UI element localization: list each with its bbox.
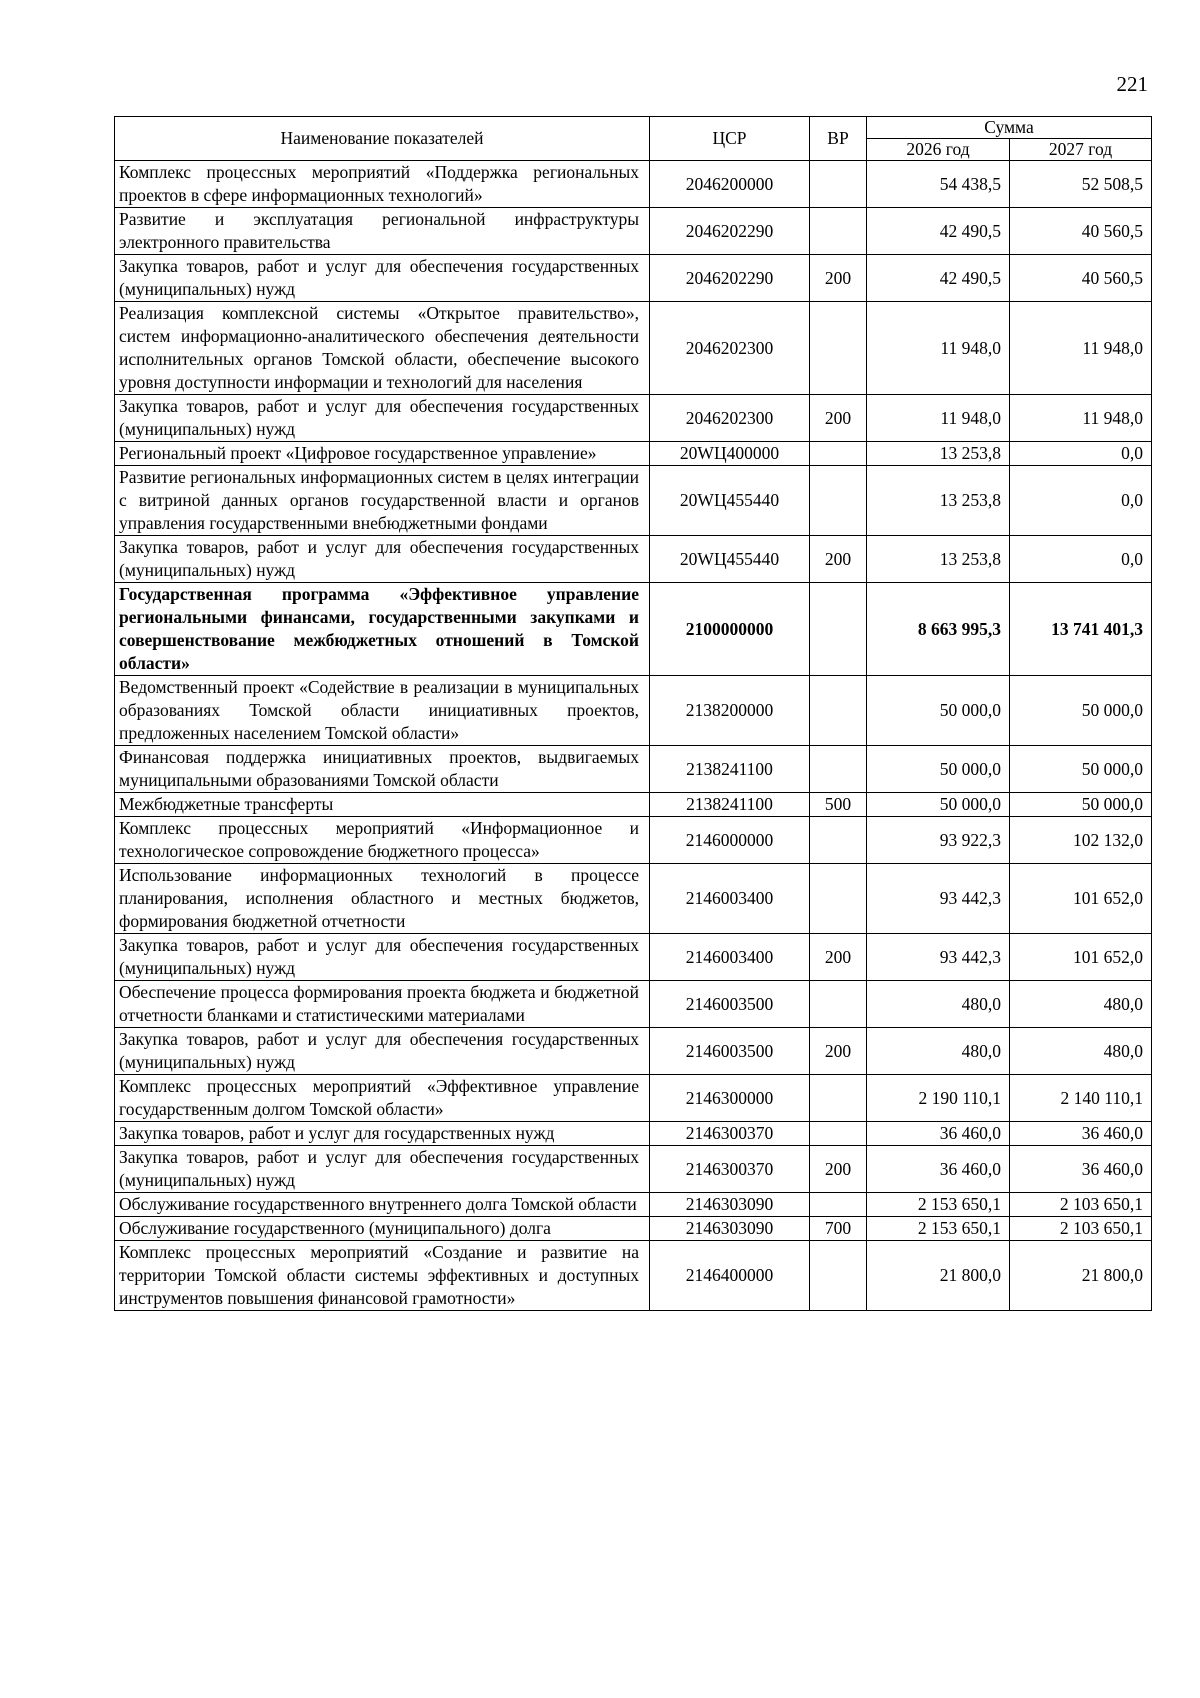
row-sum-2026: 13 253,8 bbox=[867, 536, 1010, 583]
row-sum-2027: 480,0 bbox=[1010, 1028, 1152, 1075]
row-name: Закупка товаров, работ и услуг для обеспечения государственных (муниципальных) нужд bbox=[115, 255, 650, 302]
row-name: Обеспечение процесса формирования проекта бюджета и бюджетной отчетности бланками и статистическими материалами bbox=[115, 981, 650, 1028]
row-sum-2026: 2 153 650,1 bbox=[867, 1193, 1010, 1217]
table-row bbox=[115, 1122, 1152, 1146]
row-vr: 500 bbox=[810, 793, 867, 817]
row-csr: 2100000000 bbox=[650, 583, 810, 676]
row-sum-2026: 54 438,5 bbox=[867, 161, 1010, 208]
row-vr: 200 bbox=[810, 1146, 867, 1193]
row-csr: 2146300370 bbox=[650, 1122, 810, 1146]
table-row bbox=[115, 466, 1152, 536]
row-sum-2026: 480,0 bbox=[867, 981, 1010, 1028]
row-vr bbox=[810, 676, 867, 746]
row-name: Региональный проект «Цифровое государственное управление» bbox=[115, 442, 650, 466]
row-name: Комплекс процессных мероприятий «Информационное и технологическое сопровождение бюджетного процесса» bbox=[115, 817, 650, 864]
row-vr: 200 bbox=[810, 934, 867, 981]
row-vr: 200 bbox=[810, 1028, 867, 1075]
row-name: Финансовая поддержка инициативных проектов, выдвигаемых муниципальными образованиями Томской области bbox=[115, 746, 650, 793]
row-csr: 2146000000 bbox=[650, 817, 810, 864]
row-name: Межбюджетные трансферты bbox=[115, 793, 650, 817]
row-sum-2027: 11 948,0 bbox=[1010, 395, 1152, 442]
row-csr: 2046202300 bbox=[650, 302, 810, 395]
row-name: Государственная программа «Эффективное управление региональными финансами, государственными закупками и совершенствование межбюджетных отношений в Томской области» bbox=[115, 583, 650, 676]
table-row bbox=[115, 1028, 1152, 1075]
header-year-2027: 2027 год bbox=[1010, 139, 1152, 161]
row-name: Комплекс процессных мероприятий «Создание и развитие на территории Томской области системы эффективных и доступных инструментов повышения финансовой грамотности» bbox=[115, 1241, 650, 1311]
row-name: Комплекс процессных мероприятий «Поддержка региональных проектов в сфере информационных технологий» bbox=[115, 161, 650, 208]
row-vr bbox=[810, 208, 867, 255]
row-sum-2027: 0,0 bbox=[1010, 536, 1152, 583]
row-sum-2027: 40 560,5 bbox=[1010, 255, 1152, 302]
row-sum-2026: 50 000,0 bbox=[867, 793, 1010, 817]
row-vr bbox=[810, 1241, 867, 1311]
table-row bbox=[115, 817, 1152, 864]
row-csr: 2146003400 bbox=[650, 864, 810, 934]
row-csr: 2138241100 bbox=[650, 746, 810, 793]
table-row bbox=[115, 793, 1152, 817]
budget-table bbox=[114, 116, 1152, 1311]
row-sum-2026: 8 663 995,3 bbox=[867, 583, 1010, 676]
row-vr bbox=[810, 583, 867, 676]
row-sum-2026: 93 442,3 bbox=[867, 934, 1010, 981]
row-sum-2027: 36 460,0 bbox=[1010, 1146, 1152, 1193]
row-csr: 2146400000 bbox=[650, 1241, 810, 1311]
row-sum-2026: 93 442,3 bbox=[867, 864, 1010, 934]
row-name: Развитие региональных информационных систем в целях интеграции с витриной данных органов государственной власти и органов управления государственными внебюджетными фондами bbox=[115, 466, 650, 536]
row-name: Использование информационных технологий в процессе планирования, исполнения областного и местных бюджетов, формирования бюджетной отчетности bbox=[115, 864, 650, 934]
row-sum-2026: 21 800,0 bbox=[867, 1241, 1010, 1311]
row-sum-2026: 2 190 110,1 bbox=[867, 1075, 1010, 1122]
row-csr: 2146300370 bbox=[650, 1146, 810, 1193]
row-name: Закупка товаров, работ и услуг для обеспечения государственных (муниципальных) нужд bbox=[115, 934, 650, 981]
table-row bbox=[115, 442, 1152, 466]
page-number: 221 bbox=[1116, 72, 1148, 96]
row-sum-2026: 42 490,5 bbox=[867, 255, 1010, 302]
row-name: Обслуживание государственного внутреннего долга Томской области bbox=[115, 1193, 650, 1217]
row-sum-2027: 13 741 401,3 bbox=[1010, 583, 1152, 676]
row-csr: 2146003500 bbox=[650, 981, 810, 1028]
row-sum-2027: 21 800,0 bbox=[1010, 1241, 1152, 1311]
table-row bbox=[115, 864, 1152, 934]
row-name: Ведомственный проект «Содействие в реализации в муниципальных образованиях Томской области инициативных проектов, предложенных населением Томской области» bbox=[115, 676, 650, 746]
row-sum-2027: 0,0 bbox=[1010, 442, 1152, 466]
table-row bbox=[115, 934, 1152, 981]
row-sum-2026: 93 922,3 bbox=[867, 817, 1010, 864]
row-name: Закупка товаров, работ и услуг для обеспечения государственных (муниципальных) нужд bbox=[115, 1028, 650, 1075]
row-sum-2027: 2 103 650,1 bbox=[1010, 1217, 1152, 1241]
header-sum: Сумма bbox=[867, 117, 1152, 139]
row-vr bbox=[810, 161, 867, 208]
row-csr: 2046202290 bbox=[650, 208, 810, 255]
row-sum-2027: 0,0 bbox=[1010, 466, 1152, 536]
row-vr bbox=[810, 981, 867, 1028]
row-csr: 2146003500 bbox=[650, 1028, 810, 1075]
table-row bbox=[115, 583, 1152, 676]
row-sum-2027: 102 132,0 bbox=[1010, 817, 1152, 864]
row-csr: 20WЦ400000 bbox=[650, 442, 810, 466]
row-csr: 2146303090 bbox=[650, 1193, 810, 1217]
row-name: Закупка товаров, работ и услуг для обеспечения государственных (муниципальных) нужд bbox=[115, 395, 650, 442]
row-sum-2027: 40 560,5 bbox=[1010, 208, 1152, 255]
row-vr bbox=[810, 817, 867, 864]
row-name: Закупка товаров, работ и услуг для обеспечения государственных (муниципальных) нужд bbox=[115, 1146, 650, 1193]
row-csr: 2138200000 bbox=[650, 676, 810, 746]
header-name: Наименование показателей bbox=[115, 117, 650, 161]
row-csr: 20WЦ455440 bbox=[650, 536, 810, 583]
row-vr: 200 bbox=[810, 536, 867, 583]
row-sum-2026: 480,0 bbox=[867, 1028, 1010, 1075]
row-sum-2026: 11 948,0 bbox=[867, 395, 1010, 442]
row-name: Закупка товаров, работ и услуг для государственных нужд bbox=[115, 1122, 650, 1146]
table-row bbox=[115, 255, 1152, 302]
row-sum-2027: 2 140 110,1 bbox=[1010, 1075, 1152, 1122]
row-sum-2026: 11 948,0 bbox=[867, 302, 1010, 395]
row-csr: 2146303090 bbox=[650, 1217, 810, 1241]
row-name: Закупка товаров, работ и услуг для обеспечения государственных (муниципальных) нужд bbox=[115, 536, 650, 583]
table-row bbox=[115, 676, 1152, 746]
row-sum-2026: 36 460,0 bbox=[867, 1146, 1010, 1193]
row-vr bbox=[810, 1122, 867, 1146]
header-vr: ВР bbox=[810, 117, 867, 161]
row-sum-2026: 36 460,0 bbox=[867, 1122, 1010, 1146]
row-sum-2026: 50 000,0 bbox=[867, 676, 1010, 746]
row-sum-2026: 2 153 650,1 bbox=[867, 1217, 1010, 1241]
row-vr bbox=[810, 864, 867, 934]
row-sum-2027: 50 000,0 bbox=[1010, 746, 1152, 793]
row-vr: 200 bbox=[810, 395, 867, 442]
table-row bbox=[115, 302, 1152, 395]
row-sum-2027: 52 508,5 bbox=[1010, 161, 1152, 208]
row-sum-2026: 42 490,5 bbox=[867, 208, 1010, 255]
row-vr bbox=[810, 1075, 867, 1122]
row-csr: 2138241100 bbox=[650, 793, 810, 817]
row-vr bbox=[810, 302, 867, 395]
row-sum-2027: 2 103 650,1 bbox=[1010, 1193, 1152, 1217]
row-vr: 700 bbox=[810, 1217, 867, 1241]
row-name: Обслуживание государственного (муниципального) долга bbox=[115, 1217, 650, 1241]
row-sum-2027: 11 948,0 bbox=[1010, 302, 1152, 395]
row-csr: 2046200000 bbox=[650, 161, 810, 208]
table-row bbox=[115, 208, 1152, 255]
row-csr: 2046202300 bbox=[650, 395, 810, 442]
row-sum-2027: 36 460,0 bbox=[1010, 1122, 1152, 1146]
header-csr: ЦСР bbox=[650, 117, 810, 161]
row-vr bbox=[810, 1193, 867, 1217]
row-csr: 2046202290 bbox=[650, 255, 810, 302]
row-sum-2027: 101 652,0 bbox=[1010, 934, 1152, 981]
row-sum-2027: 480,0 bbox=[1010, 981, 1152, 1028]
row-name: Развитие и эксплуатация региональной инфраструктуры электронного правительства bbox=[115, 208, 650, 255]
table-row bbox=[115, 536, 1152, 583]
row-sum-2026: 13 253,8 bbox=[867, 466, 1010, 536]
row-sum-2027: 50 000,0 bbox=[1010, 793, 1152, 817]
row-csr: 20WЦ455440 bbox=[650, 466, 810, 536]
table-row bbox=[115, 395, 1152, 442]
row-csr: 2146003400 bbox=[650, 934, 810, 981]
row-sum-2027: 50 000,0 bbox=[1010, 676, 1152, 746]
table-row bbox=[115, 1217, 1152, 1241]
row-vr bbox=[810, 442, 867, 466]
table-body bbox=[115, 161, 1152, 1311]
row-name: Комплекс процессных мероприятий «Эффективное управление государственным долгом Томской области» bbox=[115, 1075, 650, 1122]
table-row bbox=[115, 1241, 1152, 1311]
row-sum-2026: 50 000,0 bbox=[867, 746, 1010, 793]
header-year-2026: 2026 год bbox=[867, 139, 1010, 161]
row-csr: 2146300000 bbox=[650, 1075, 810, 1122]
row-name: Реализация комплексной системы «Открытое правительство», систем информационно-аналитического обеспечения деятельности исполнительных органов Томской области, обеспечение высокого уровня доступности информации и технологий для населения bbox=[115, 302, 650, 395]
table-header bbox=[115, 117, 1152, 161]
row-vr: 200 bbox=[810, 255, 867, 302]
table-row bbox=[115, 161, 1152, 208]
table-row bbox=[115, 746, 1152, 793]
row-vr bbox=[810, 746, 867, 793]
row-sum-2027: 101 652,0 bbox=[1010, 864, 1152, 934]
table-row bbox=[115, 1146, 1152, 1193]
table-row bbox=[115, 1075, 1152, 1122]
table-row bbox=[115, 1193, 1152, 1217]
row-sum-2026: 13 253,8 bbox=[867, 442, 1010, 466]
table-row bbox=[115, 981, 1152, 1028]
row-vr bbox=[810, 466, 867, 536]
